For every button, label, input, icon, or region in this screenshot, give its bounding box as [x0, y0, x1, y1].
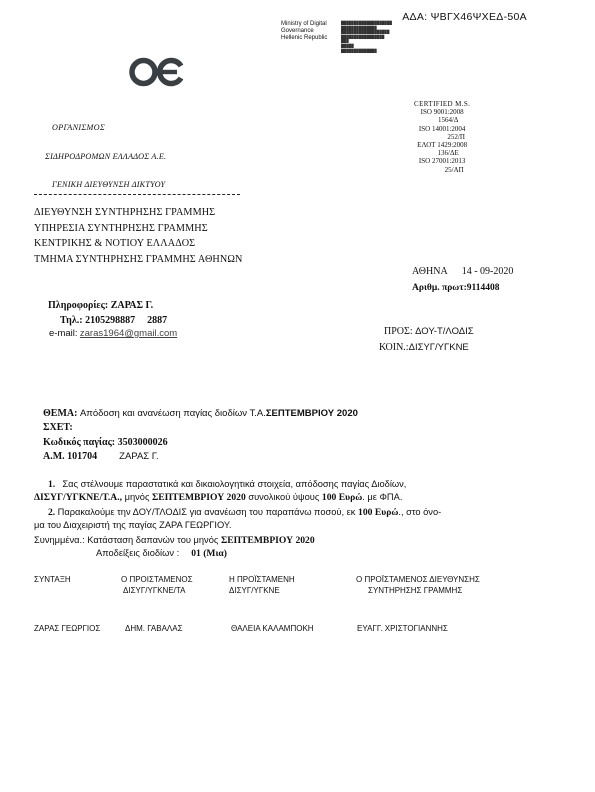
recipient-cc [379, 342, 469, 353]
dept-line-1: ΔΙΕΥΘΥΝΣΗ ΣΥΝΤΗΡΗΣΗΣ ΓΡΑΜΜΗΣ [34, 207, 216, 218]
p1-rest: συνολικού ύψους [245, 492, 322, 502]
org-name-line-2: ΣΙΔΗΡΟΔΡΟΜΩΝ ΕΛΛΑΔΟΣ Α.Ε. [45, 152, 167, 161]
org-directorate: ΓΕΝΙΚΗ ΔΙΕΥΘΥΝΣΗ ΔΙΚΤΥΟΥ [52, 180, 166, 189]
p1-department: ΔΙΣΥΓ/ΥΓΚΝΕ/Τ.Α., [34, 492, 123, 503]
dept-line-3: ΚΕΝΤΡΙΚΗΣ & ΝΟΤΙΟΥ ΕΛΛΑΔΟΣ [34, 238, 196, 249]
signature-name-director: ΕΥΑΓΓ. ΧΡΙΣΤΟΓΙΑΝΝΗΣ [357, 624, 448, 633]
fund-code: Κωδικός παγίας: 3503000026 [43, 437, 168, 448]
am-name: ΖΑΡΑΣ Γ. [119, 451, 159, 462]
to-value: ΔΟΥ-Τ/ΛΟΔΙΣ [415, 326, 474, 337]
org-name-line-1: ΟΡΓΑΝΙΣΜΟΣ [52, 123, 106, 132]
cert-line: 1564/Δ [437, 116, 459, 125]
email-link[interactable]: zaras1964@gmail.com [79, 328, 178, 339]
attachments-line [34, 535, 315, 546]
am-label: Α.Μ. 101704 [43, 451, 98, 462]
p2-end: ., στο όνο- [398, 507, 442, 517]
signature-name-author: ΖΑΡΑΣ ΓΕΩΡΓΙΟΣ [34, 624, 101, 633]
place-date [412, 266, 513, 277]
p1-month: ΣΕΠΤΕΜΒΡΙΟΥ 2020 [152, 492, 246, 503]
subject-text: Απόδοση και ανανέωση παγίας διοδίων Τ.Α. [79, 408, 266, 419]
p2-amount: 100 Ευρώ [358, 507, 399, 518]
date: 14 - 09-2020 [461, 266, 514, 277]
p2-number: 2. [48, 507, 56, 518]
separator-line [34, 194, 240, 195]
cert-line: ISO 14001:2004 [418, 124, 466, 133]
signature-name-supervisor: ΔΗΜ. ΓΑΒΑΛΑΣ [125, 624, 183, 633]
place: ΑΘΗΝΑ [412, 266, 448, 277]
p2-text: Παρακαλούμε την ΔΟΥ/ΤΛΟΔΙΣ για ανανέωση του παραπάνω ποσού, εκ [57, 507, 359, 517]
digital-signature-stamp: ████████████████████ ██████████████ ███████████████████ █████████████████ ███ █████ ██████████████ [341, 21, 392, 53]
ministry-line-3: Hellenic Republic [281, 35, 328, 41]
attachments-text: Συνημμένα.: Κατάσταση δαπανών του μηνός [34, 535, 221, 545]
p1-number: 1. [48, 479, 56, 490]
dept-line-2: ΥΠΗΡΕΣΙΑ ΣΥΝΤΗΡΗΣΗΣ ΓΡΑΜΜΗΣ [34, 223, 208, 234]
receipts-line [96, 548, 227, 559]
recipient-to [384, 326, 474, 337]
cert-line: ISO 27001:2013 [418, 157, 466, 166]
cert-line: ΕΛΟΤ 1429:2008 [417, 141, 468, 150]
signature-heading-author: ΣΥΝΤΑΞΗ [34, 575, 71, 584]
to-label: ΠΡΟΣ: [384, 326, 413, 337]
receipts-label: Αποδείξεις διοδίων : [96, 548, 180, 558]
ministry-line-1: Ministry of Digital [281, 21, 327, 27]
signature-heading-head: Η ΠΡΟΪΣΤΑΜΕΝΗ ΔΙΣΥΓ/ΥΓΚΝΕ [229, 575, 295, 595]
cc-label: ΚΟΙΝ.: [379, 342, 409, 353]
paragraph-2-line-1 [48, 507, 441, 518]
employee-id [43, 451, 159, 462]
info-phone [60, 315, 167, 326]
ada-code: ΑΔΑ: ΨΒΓΧ46ΨΧΕΔ-50Α [402, 11, 527, 23]
reference-label: ΣΧΕΤ: [43, 422, 73, 433]
paragraph-2-line-2: μα του Διαχειριστή της παγίας ΖΑΡΑ ΓΕΩΡΓΙΟΥ. [34, 520, 232, 530]
cc-value: ΔΙΣΥΓ/ΥΓΚΝΕ [408, 342, 469, 353]
ose-logo [129, 57, 185, 87]
p1-end: . με ΦΠΑ. [362, 492, 403, 502]
cert-line: ISO 9001:2008 [420, 108, 464, 117]
attachments-month: ΣΕΠΤΕΜΒΡΙΟΥ 2020 [220, 535, 315, 546]
cert-title: CERTIFIED M.S. [414, 100, 471, 108]
dept-line-4: ΤΜΗΜΑ ΣΥΝΤΗΡΗΣΗΣ ΓΡΑΜΜΗΣ ΑΘΗΝΩΝ [34, 254, 243, 265]
ministry-line-2: Governance [281, 28, 314, 34]
subject-line [43, 408, 358, 419]
cert-line: 136/ΔΕ [437, 149, 459, 158]
p1-amount: 100 Ευρώ [321, 492, 363, 503]
signature-name-head: ΘΑΛΕΙΑ ΚΑΛΑΜΠΟΚΗ [231, 624, 314, 633]
paragraph-1-line-2 [34, 492, 402, 503]
subject-month: ΣΕΠΤΕΜΒΡΙΟΥ 2020 [265, 408, 358, 419]
cert-line: 252/Π [447, 132, 465, 141]
info-email [49, 328, 177, 339]
paragraph-1-line-1 [48, 479, 406, 490]
phone: Τηλ.: 2105298887 [60, 315, 136, 326]
receipts-count: 01 (Μια) [191, 548, 227, 559]
certification-block [414, 100, 470, 174]
p1-mid: μηνός [122, 492, 153, 502]
subject-label: ΘΕΜΑ: [43, 408, 78, 419]
info-contact: Πληροφορίες: ΖΑΡΑΣ Γ. [48, 300, 154, 311]
cert-line: 25/ΑΠ [444, 165, 464, 174]
phone-extension: 2887 [147, 315, 168, 326]
p1-text: Σας στέλνουμε παραστατικά και δικαιολογητικά στοιχεία, απόδοσης παγίας Διοδίων, [62, 479, 407, 489]
email-label: e-mail: [49, 328, 78, 339]
protocol-number: Αριθμ. πρωτ:9114408 [412, 283, 500, 293]
signature-heading-supervisor: Ο ΠΡΟΙΣΤΑΜΕΝΟΣ ΔΙΣΥΓ/ΥΓΚΝΕ/ΤΑ [121, 575, 193, 595]
signature-heading-director: Ο ΠΡΟΪΣΤΑΜΕΝΟΣ ΔΙΕΥΘΥΝΣΗΣ ΣΥΝΤΗΡΗΣΗΣ ΓΡΑΜΜΗΣ [356, 575, 480, 595]
ministry-label [281, 21, 327, 42]
